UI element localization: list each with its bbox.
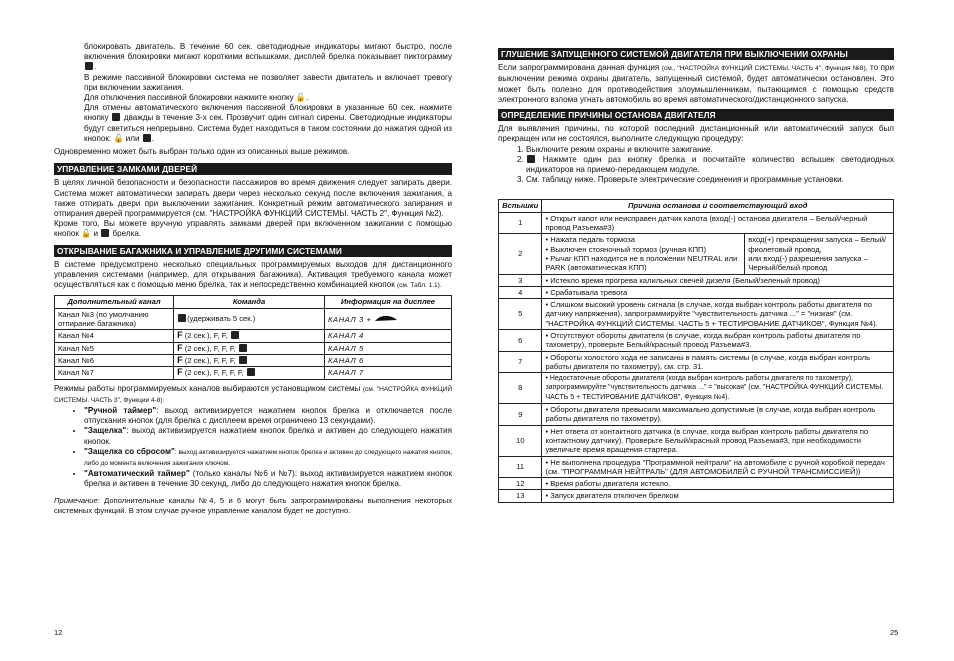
intro-paragraph-3: Для отключения пассивной блокировки нажмите кнопку 🔓. (84, 93, 309, 103)
car-icon (374, 314, 398, 322)
list-item: • "Защелка со сбросом": выход активизируется нажатием кнопок брелка и активен до следующего нажатия кнопок, либо до момента включения зажигания ключом. (84, 447, 452, 469)
table-row: 13 • Запуск двигателя отключен брелком (499, 490, 894, 502)
command-cell: F (2 сек.), F, F, F, F, (174, 367, 325, 379)
trunk-icon (231, 331, 239, 339)
channels-table (54, 295, 452, 379)
trunk-icon (178, 314, 186, 322)
locks-paragraph-2: Кроме того, Вы можете вручную управлять замками дверей при включенном зажигании с помощью кнопок 🔓 и брелка. (54, 219, 452, 239)
col-header-cause: Причина останова и соответствующий вход (542, 200, 894, 212)
lock-icon (101, 229, 109, 237)
table-row: 4 • Срабатывала тревога (499, 286, 894, 298)
cause-paragraph: Для выявления причины, по которой последний дистанционный или автоматический запуск был прекращен или не состоялся, выполните следующую процедуру: (498, 124, 894, 144)
modes-paragraph: Режимы работы программируемых каналов выбираются установщиком системы (см. "НАСТРОЙКА ФУНКЦИЙ СИСТЕМЫ. ЧАСТЬ 3", Функции 4-8): (54, 383, 452, 404)
display-cell: КАНАЛ 6 (324, 354, 451, 366)
trunk-icon (527, 155, 535, 163)
list-item: 2. Нажмите один раз кнопку брелка и посчитайте количество вспышек светодиодных индикаторов на приемо-передающем модуле. (526, 155, 894, 175)
table-row: 5 • Слишком высокий уровень сигнала (в случае, когда выбран контроль работы двигателя по датчику напряжения), запрограммируйте "чувствительность датчика ..." = "низкая" (см. "НАСТРОЙКА ФУНКЦИЙ СИСТЕМЫ. ЧАСТЬ 5 + ТЕСТИРОВАНИЕ ДАТЧИКОВ", Функция №4). (499, 299, 894, 330)
trunk-paragraph: В системе предусмотрено несколько специальных программируемых выходов для дистанционного управления системами (например, для открывания багажника). Активация требуемого канала может осуществляться как с помощью меню брелка, так и непосредственно комбинацией кнопок (см. Табл. 1.1). (54, 259, 452, 290)
channel-cell: Канал №4 (55, 330, 174, 342)
col-header-command: Команда (174, 296, 325, 308)
table-row: 8 • Недостаточные обороты двигателя (когда выбран контроль работы двигателя по тахометру), запрограммируйте "чувствительность датчика ..." = "высокая" (см. "НАСТРОЙКА ФУНКЦИЙ СИСТЕМЫ. ЧАСТЬ 5 + ТЕСТИРОВАНИЕ ДАТЧИКОВ", Функция №4). (499, 373, 894, 404)
engine-stop-header: ГЛУШЕНИЕ ЗАПУЩЕННОГО СИСТЕМОЙ ДВИГАТЕЛЯ ПРИ ВЫКЛЮЧЕНИИ ОХРАНЫ (498, 48, 894, 60)
left-page (54, 42, 452, 516)
table-row: 2 • Нажата педаль тормоза • Выключен стояночный тормоз (ручная КПП) • Рычаг КПП находится не в положении NEUTRAL или PARK (автоматическая КПП) вход(+) прекращения запуска – Белый/фиолетовый провод, или вход(-) разрешения запуска – Черный/белый провод (499, 234, 894, 274)
display-cell: КАНАЛ 3 + (324, 308, 451, 330)
channel-cell: Канал №6 (55, 354, 174, 366)
list-item: 1. Выключите режим охраны и включите зажигание. (526, 145, 894, 155)
col-header-display: Информация на дисплее (324, 296, 451, 308)
table-row: 6 • Отсутствуют обороты двигателя (в случае, когда выбран контроль работы двигателя по тахометру), проверьте Белый/красный провод Разъема#3. (499, 330, 894, 352)
engine-stop-paragraph: Если запрограммирована данная функция (см., "НАСТРОЙКА ФУНКЦИЙ СИСТЕМЫ. ЧАСТЬ 4", Функция №8), то при выключении режима охраны двигатель, запущенный системой, будет автоматически остановлен. Это может быть полезно для противодействия злоумышленникам, пытающимся с помощью средств электронного взлома угнать автомобиль во время автоматического/дистанционного запуска. (498, 63, 895, 104)
table-row (55, 330, 452, 342)
unlock-icon: 🔓 (81, 229, 92, 239)
lock-display-icon (85, 62, 93, 70)
table-row: 9 • Обороты двигателя превысили максимально допустимые (в случае, когда выбран контроль работы двигателя по тахометру). (499, 404, 894, 426)
lock-icon (143, 134, 151, 142)
table-row (55, 342, 452, 354)
display-cell: КАНАЛ 5 (324, 342, 451, 354)
flash-codes-table (498, 199, 894, 502)
table-row: 12 • Время работы двигателя истекло. (499, 478, 894, 490)
table-row: 11 • Не выполнена процедура "Программной нейтрали" на автомобиле с ручной коробкой передач (см. "ПРОГРАММНАЯ НЕЙТРАЛЬ" (ДЛЯ АВТОМОБИЛЕЙ С РУЧНОЙ ТРАНСМИССИЕЙ)) (499, 456, 894, 478)
note-paragraph: Примечание: Дополнительные каналы №4, 5 и 6 могут быть запрограммированы выполнения некоторых системных функций. В этом случае ручное управление каналом будет не доступно. (54, 495, 452, 515)
right-page (498, 42, 894, 503)
trunk-icon (239, 356, 247, 364)
list-item: • "Автоматический таймер" (только каналы №6 и №7): выход активизируется нажатием кнопок брелка и активен в течение 30 секунд, либо до следующего нажатия кнопок брелка. (84, 469, 452, 489)
table-row: 3 • Истекло время прогрева калильных свечей дизеля (Белый/зеленый провод) (499, 274, 894, 286)
list-item: • "Ручной таймер": выход активизируется нажатием кнопок брелка и отключается после отпускания кнопок (для брелка с дисплеем время ограничено 13 секундами). (84, 406, 452, 426)
page-number-right: 25 (890, 628, 899, 637)
table-row: 1 • Открыт капот или неисправен датчик капота (вход(-) останова двигателя – Белый/черный провод Разъема#3) (499, 212, 894, 234)
intro-paragraph-5: Одновременно может быть выбран только один из описанных выше режимов. (54, 147, 350, 157)
unlock-icon: 🔓 (295, 93, 306, 103)
cause-header: ОПРЕДЕЛЕНИЕ ПРИЧИНЫ ОСТАНОВА ДВИГАТЕЛЯ (498, 109, 894, 121)
intro-paragraph-1: блокировать двигатель. В течение 60 сек. светодиодные индикаторы мигают быстро, после включения блокировки мигают короткими вспышками, дисплей брелка показывает пиктограмму . (84, 42, 452, 72)
intro-paragraph-2: В режиме пассивной блокировки система не позволяет завести двигатель и включает тревогу при включении зажигания. (84, 72, 452, 92)
trunk-header: ОТКРЫВАНИЕ БАГАЖНИКА И УПРАВЛЕНИЕ ДРУГИМИ СИСТЕМАМИ (54, 245, 452, 257)
channel-cell: Канал №7 (55, 367, 174, 379)
table-row (55, 367, 452, 379)
table-row: 7 • Обороты холостого хода не записаны в память системы (в случае, когда выбран контроль работы двигателя по тахометру), см. стр. 31. (499, 351, 894, 373)
modes-list (54, 406, 452, 490)
command-cell: F (2 сек.), F, F, (174, 330, 325, 342)
col-header-flashes: Вспышки (499, 200, 542, 212)
trunk-icon (247, 368, 255, 376)
col-header-channel: Дополнительный канал (55, 296, 174, 308)
list-item: • "Защелка": выход активизируется нажатием кнопок брелка и активен до следующего нажатия кнопок. (84, 426, 452, 446)
trunk-icon (112, 113, 120, 121)
channel-cell: Канал №3 (по умолчанию отпирание багажника) (55, 308, 174, 330)
table-row (55, 308, 452, 330)
display-cell: КАНАЛ 4 (324, 330, 451, 342)
command-cell: F (2 сек.), F, F, F, (174, 354, 325, 366)
unlock-icon: 🔓 (113, 133, 124, 143)
display-cell: КАНАЛ 7 (324, 367, 451, 379)
intro-paragraph-4: Для отмены автоматического включения пассивной блокировки в указанные 60 сек. нажмите кнопку дважды в течение 3-х сек. Прозвучит один сигнал сирены. Светодиодные индикаторы будут светиться непрерывно. Система будет находиться в таком состоянии до нажатия одной из кнопок: 🔓 или . (84, 103, 452, 143)
channel-cell: Канал №5 (55, 342, 174, 354)
command-cell: (удерживать 5 сек.) (174, 308, 325, 330)
page-number-left: 12 (54, 628, 63, 637)
row2-inputs: вход(+) прекращения запуска – Белый/фиолетовый провод, или вход(-) разрешения запуска – Черный/белый провод (744, 234, 893, 273)
trunk-icon (239, 344, 247, 352)
locks-paragraph-1: В целях личной безопасности и безопасности пассажиров во время движения следует запирать двери. Система может автоматически запирать двери через несколько секунд после включения зажигания, а также отпирать двери при выключении зажигания. Конкретный режим автоматического запирания и отпирания дверей программируется (см. "НАСТРОЙКА ФУНКЦИЙ СИСТЕМЫ. ЧАСТЬ 2", Функция №2). (54, 178, 452, 219)
procedure-steps (498, 145, 894, 186)
table-row (55, 354, 452, 366)
command-cell: F (2 сек.), F, F, F, (174, 342, 325, 354)
row2-causes: • Нажата педаль тормоза • Выключен стояночный тормоз (ручная КПП) • Рычаг КПП находится не в положении NEUTRAL или PARK (автоматическая КПП) (545, 235, 738, 273)
table-row: 10 • Нет ответа от контактного датчика (в случае, когда выбран контроль работы двигателя по контактному датчику). Проверьте Белый/красный провод Разъема#3, при необходимости увеличьте время вращения стартера. (499, 425, 894, 456)
list-item: 3. См. таблицу ниже. Проверьте электрические соединения и программные установки. (526, 175, 894, 185)
locks-header: УПРАВЛЕНИЕ ЗАМКАМИ ДВЕРЕЙ (54, 163, 452, 175)
